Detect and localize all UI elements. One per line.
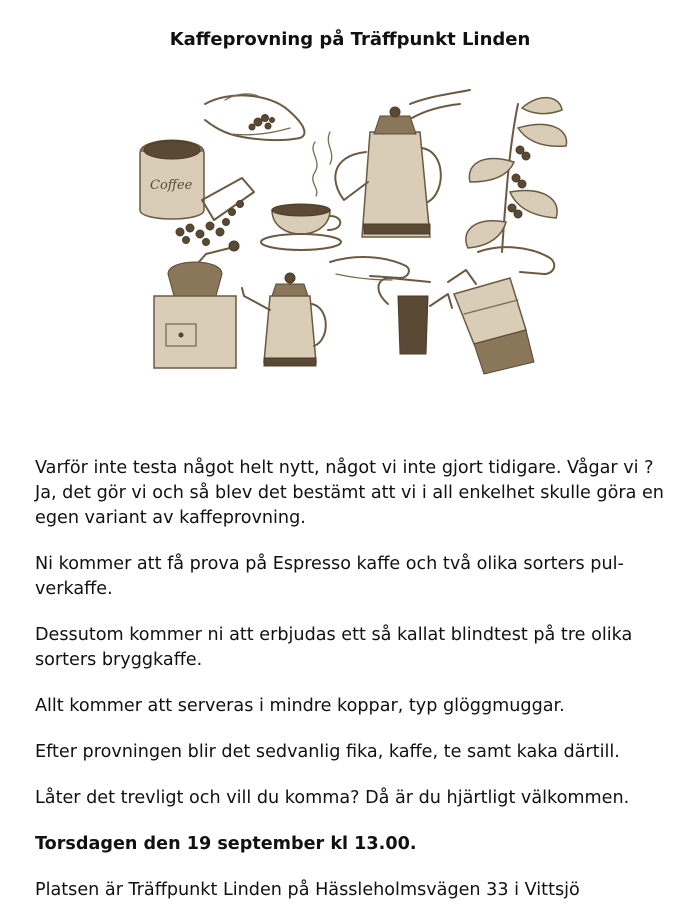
event-date: Torsdagen den 19 september kl 13.00.: [35, 834, 417, 854]
coffee-grinder-icon: [154, 241, 239, 368]
paragraph-intro: Varför inte testa något helt nytt, något vi inte gjort tidigare. Vågar vi ? Ja, det gör vi och så blev det bestämt att vi i all enkelhet skulle göra en egen variant av kaffeprovning.: [35, 458, 664, 528]
body-text: [35, 456, 675, 924]
coffee-pot-icon: [335, 90, 470, 237]
percolator-icon: [242, 273, 326, 366]
coffee-plant-icon: [466, 98, 567, 252]
paragraph-welcome: Låter det trevligt och vill du komma? Då är du hjärtligt välkommen.: [35, 788, 630, 808]
hands-pouring-icon: [330, 257, 452, 354]
paragraph-cups: Allt kommer att serveras i mindre koppar, typ glöggmuggar.: [35, 696, 565, 716]
hand-with-beans-icon: [205, 94, 304, 140]
tin-label: Coffee: [150, 178, 193, 193]
page-title: Kaffeprovning på Träffpunkt Linden: [169, 29, 531, 50]
coffee-cup-icon: [261, 132, 341, 250]
paragraph-fika: Efter provningen blir det sedvanlig fika, kaffe, te samt kaka därtill.: [35, 742, 620, 762]
event-location: Platsen är Träffpunkt Linden på Hässleholmsvägen 33 i Vittsjö: [35, 880, 580, 900]
moka-pot-icon: [448, 247, 554, 374]
paragraph-espresso: Ni kommer att få prova på Espresso kaffe och två olika sorters pul-verkaffe.: [35, 554, 624, 599]
paragraph-blindtest: Dessutom kommer ni att erbjudas ett så kallat blindtest på tre olika sorters bryggkaffe.: [35, 625, 633, 670]
coffee-illustration: [130, 82, 580, 382]
coffee-tin-icon: [140, 140, 254, 246]
